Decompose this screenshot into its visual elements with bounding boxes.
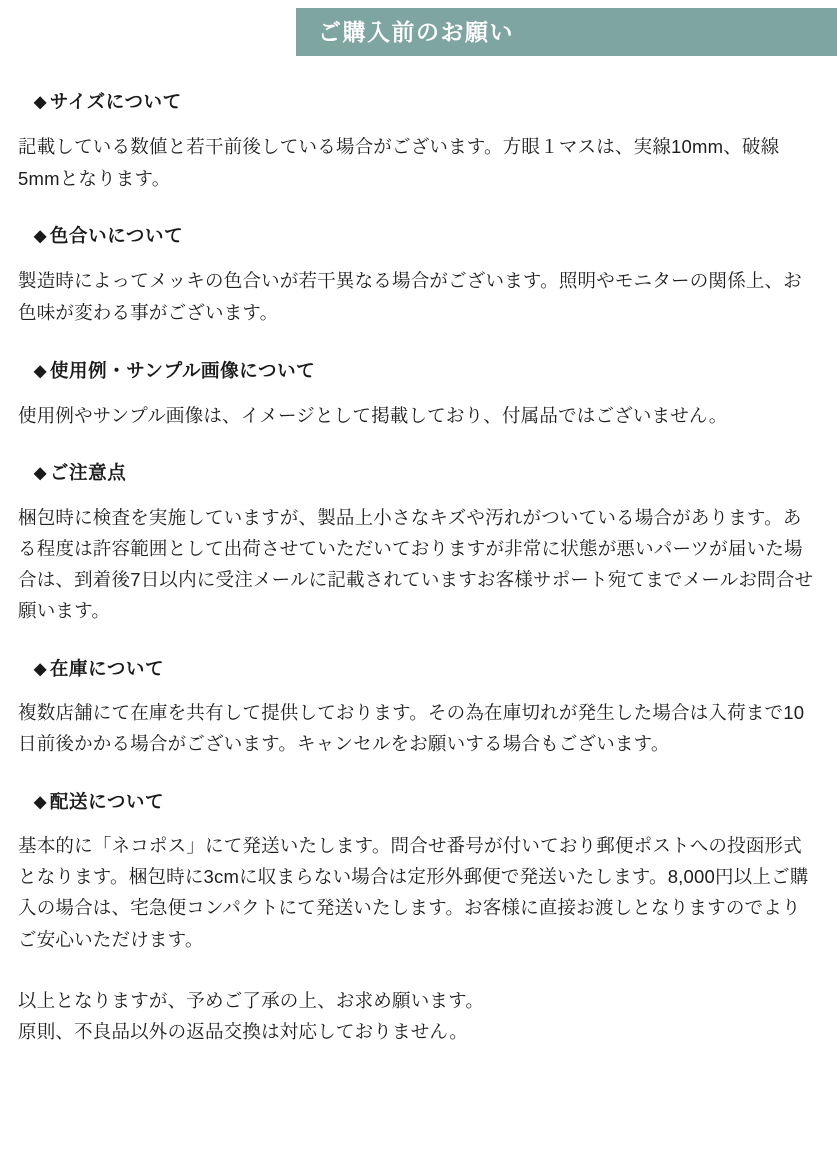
- section-stock: [16, 657, 817, 760]
- section-heading-text: 色合いについて: [49, 225, 184, 247]
- header-left-spacer: [0, 8, 296, 56]
- closing-line-2: 原則、不良品以外の返品交換は対応しておりません。: [18, 1021, 468, 1043]
- page-title: ご購入前のお願い: [318, 18, 514, 45]
- section-heading: [34, 90, 817, 115]
- section-heading: [34, 224, 817, 249]
- diamond-icon: ◆: [34, 362, 47, 380]
- section-heading-text: サイズについて: [49, 91, 182, 112]
- section-body: 使用例やサンプル画像は、イメージとして掲載しており、付属品ではございません。: [18, 404, 728, 426]
- diamond-icon: ◆: [34, 465, 47, 483]
- section-heading: [34, 461, 817, 486]
- section-heading: [34, 790, 817, 815]
- section-shipping: [16, 790, 817, 955]
- section-cautions: [16, 461, 817, 626]
- section-color: [16, 224, 817, 328]
- section-heading-text: ご注意点: [49, 462, 127, 484]
- section-body: 製造時によってメッキの色合いが若干異なる場合がございます。照明やモニターの関係上、お色味が変わる事がございます。: [18, 270, 802, 324]
- diamond-icon: ◆: [34, 228, 47, 246]
- diamond-icon: ◆: [34, 660, 47, 678]
- notice-content: [0, 90, 837, 1048]
- section-body: 基本的に「ネコポス」にて発送いたします。問合せ番号が付いており郵便ポストへの投函形式となります。梱包時に3cmに収まらない場合は定形外郵便で発送いたします。8,000円以上ご購入の場合は、宅急便コンパクトにて発送いたします。お客様に直接お渡しとなりますのでよりご安心いただけます。: [18, 835, 809, 950]
- closing-line-1: 以上となりますが、予めご了承の上、お求め願います。: [18, 989, 485, 1011]
- section-body: 梱包時に検査を実施していますが、製品上小さなキズや汚れがついている場合があります。ある程度は許容範囲として出荷させていただいておりますが非常に状態が悪いパーツが届いた場合は、到着後7日以内に受注メールに記載されていますお客様サポート宛てまでメールお問合せ願います。: [18, 507, 814, 622]
- diamond-icon: ◆: [34, 793, 47, 811]
- diamond-icon: ◆: [34, 94, 47, 111]
- closing-note: [18, 985, 817, 1049]
- section-heading: [34, 359, 817, 384]
- section-heading: [34, 657, 817, 682]
- section-body: 複数店舗にて在庫を共有して提供しております。その為在庫切れが発生した場合は入荷まで10日前後かかる場合がございます。キャンセルをお願いする場合もございます。: [18, 702, 805, 755]
- section-heading-text: 配送について: [49, 790, 165, 812]
- section-heading-text: 在庫について: [49, 657, 165, 679]
- section-sample-images: [16, 359, 817, 432]
- page-header: [0, 0, 837, 60]
- section-size: [16, 90, 817, 194]
- section-heading-text: 使用例・サンプル画像について: [49, 359, 316, 381]
- header-band: [296, 8, 837, 56]
- section-body: 記載している数値と若干前後している場合がございます。方眼１マスは、実線10mm、破線5mmとなります。: [18, 135, 780, 189]
